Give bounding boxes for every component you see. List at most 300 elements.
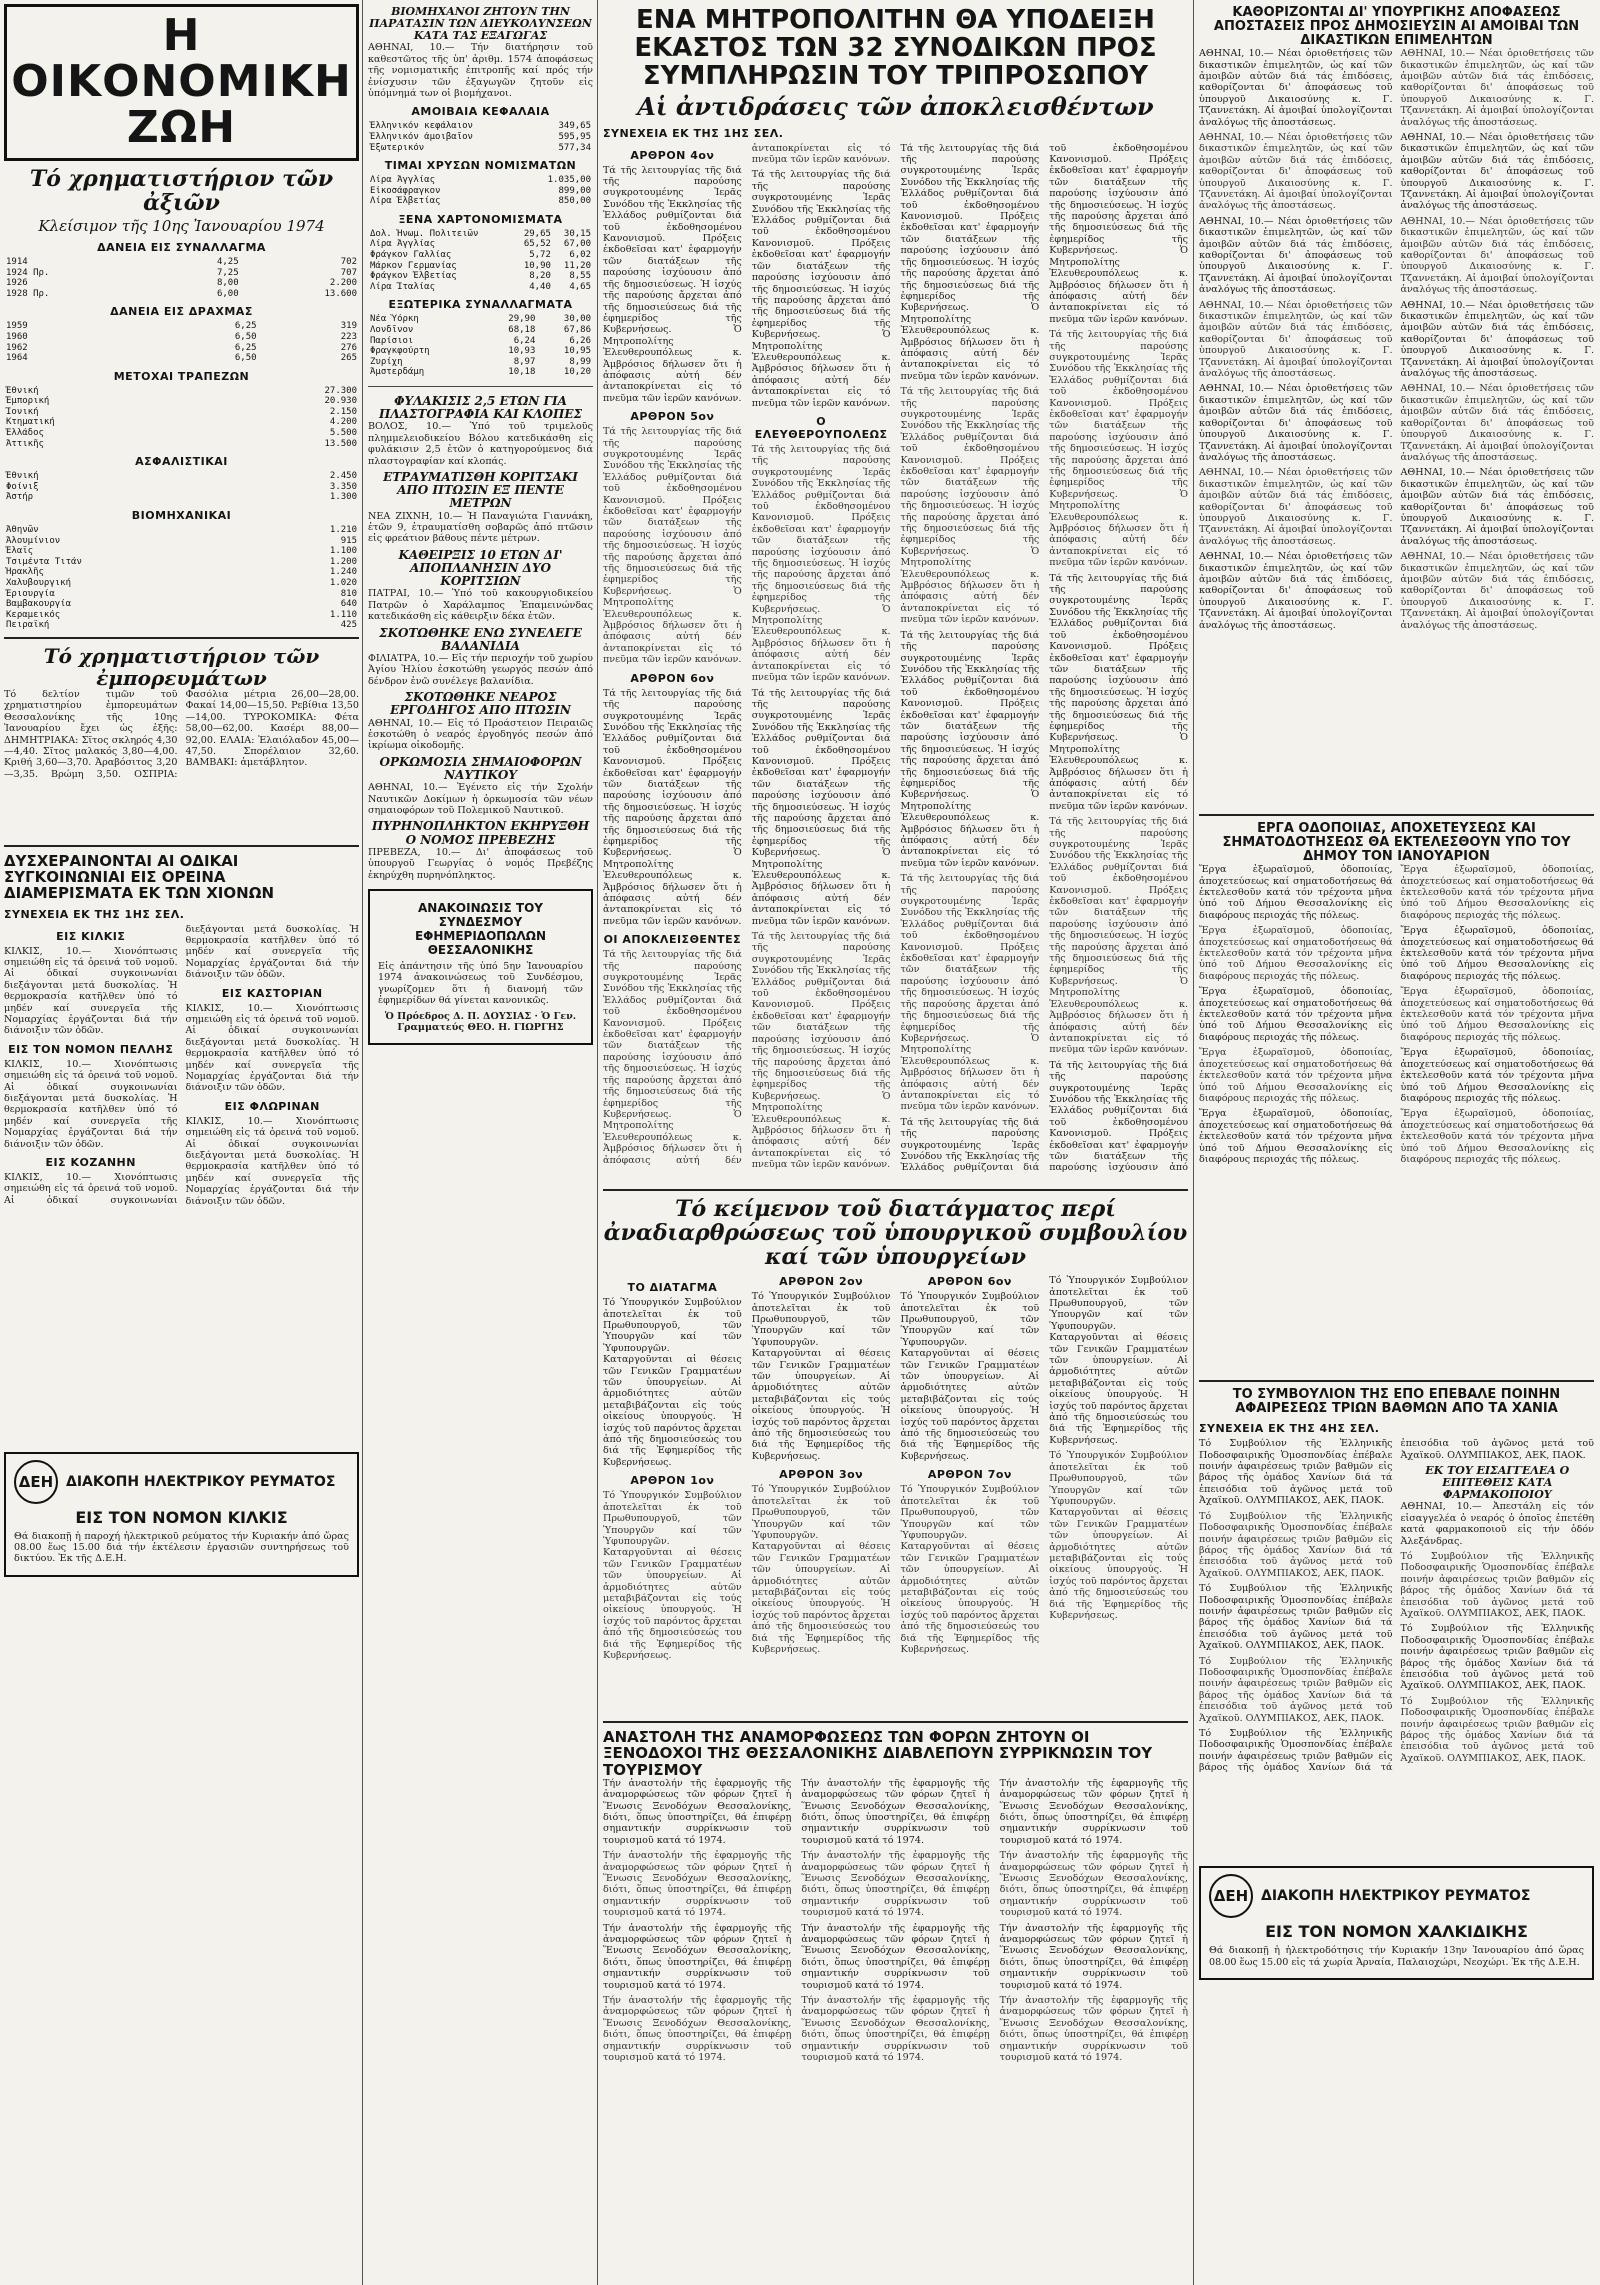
table-value-cell: 702 xyxy=(340,256,357,267)
table-value-cell: 595,95 xyxy=(558,131,591,142)
section-label: ΟΙ ΑΠΟΚΛΕΙΣΘΕΝΤΕΣ xyxy=(603,933,742,947)
bailiffs-text: ΑΘΗΝΑΙ, 10.— Νέαι ὁριοθετήσεις τῶν δικαστικῶν ἐπιμελητῶν, ὡς καί τῶν ἀμοιβῶν αὐτῶν διά τάς ἐπιδόσεις, καθορίζονται δι' ἀποφάσεως τοῦ ὑπουργοῦ Δικαιοσύνης κ. Γ. Τζαννετάκη. Αἱ ἀμοιβαί ὑπολογίζονται ἀναλόγως τῆς ἀποστάσεως. xyxy=(1400,383,1594,463)
table-row xyxy=(4,567,359,578)
banknotes-title: ΞΕΝΑ ΧΑΡΤΟΝΟΜΙΣΜΑΤΑ xyxy=(398,212,563,226)
table-row xyxy=(4,332,359,343)
table-value-cell: 3.350 xyxy=(329,481,357,492)
bailiffs-text: ΑΘΗΝΑΙ, 10.— Νέαι ὁριοθετήσεις τῶν δικαστικῶν ἐπιμελητῶν, ὡς καί τῶν ἀμοιβῶν αὐτῶν διά τάς ἐπιδόσεις, καθορίζονται δι' ἀποφάσεως τοῦ ὑπουργοῦ Δικαιοσύνης κ. Γ. Τζαννετάκη. Αἱ ἀμοιβαί ὑπολογίζονται ἀναλόγως τῆς ἀποστάσεως. xyxy=(1199,131,1393,212)
dei-logo: ΔΕΗ xyxy=(1209,1874,1253,1918)
section-label: Ο ΕΛΕΥΘΕΡΟΥΠΟΛΕΩΣ xyxy=(754,414,888,441)
main-story-text: Τά τῆς λειτουργίας τῆς διά τῆς παρούσης συγκροτουμένης Ἱερᾶς Συνόδου τῆς Ἐκκλησίας τῆς Ἑλλάδος ρυθμίζονται διά τοῦ ἐκδοθησομένου Κανονισμοῦ. Πρόξεις ἐκδοθεῖσαι κατ' ἐφαρμογήν τῶν διατάξεων τῆς παρούσης ἰσχύουσιν ἀπό τῆς δημοσιεύσεως. Ἡ ἰσχύς τῆς παρούσης ἄρχεται ἀπό τῆς δημοσιεύσεως διά τῆς ἐφημερίδος τῆς Κυβερνήσεως. Ὁ Μητροπολίτης Ἐλευθερουπόλεως κ. Ἀμβρόσιος δήλωσεν ὅτι ἡ ἀπόφασις αὐτή δέν ἀνταποκρίνεται εἰς τό πνεῦμα τῶν ἱερῶν κανόνων. xyxy=(1049,572,1188,812)
table-row xyxy=(368,229,593,240)
table-value-cell: 8,99 xyxy=(569,356,591,367)
decree-text: Τό Ὑπουργικόν Συμβούλιον ἀποτελεῖται ἐκ τοῦ Πρωθυπουργοῦ, τῶν Ὑπουργῶν καί τῶν Ὑφυπουργῶν. Καταργοῦνται αἱ θέσεις τῶν Γενικῶν Γραμματέων τῶν ὑπουργείων. Αἱ ἁρμοδιότητες αὐτῶν μεταβιβάζονται εἰς τούς οἰκείους ὑπουργούς. Ἡ ἰσχύς τοῦ παρόντος ἄρχεται ἀπό τῆς δημοσιεύσεώς του διά τῆς Ἐφημερίδος τῆς Κυβερνήσεως. xyxy=(603,1490,742,1661)
main-story-text: Τά τῆς λειτουργίας τῆς διά τῆς παρούσης συγκροτουμένης Ἱερᾶς Συνόδου τῆς Ἐκκλησίας τῆς Ἑλλάδος ρυθμίζονται διά τοῦ ἐκδοθησομένου Κανονισμοῦ. Πρόξεις ἐκδοθεῖσαι κατ' ἐφαρμογήν τῶν διατάξεων τῆς παρούσης ἰσχύουσιν ἀπό τῆς δημοσιεύσεως. Ἡ ἰσχύς τῆς παρούσης ἄρχεται ἀπό τῆς δημοσιεύσεως διά τῆς ἐφημερίδος τῆς Κυβερνήσεως. Ὁ Μητροπολίτης Ἐλευθερουπόλεως κ. Ἀμβρόσιος δήλωσεν ὅτι ἡ ἀπόφασις αὐτή δέν ἀνταποκρίνεται εἰς τό πνεῦμα τῶν ἱερῶν κανόνων. xyxy=(603,426,742,666)
table-label-cell: Ἡρακλῆς xyxy=(6,567,44,578)
table-row xyxy=(4,492,359,503)
table-row xyxy=(4,386,359,397)
table-row xyxy=(368,271,593,282)
table-label-cell: 1959 xyxy=(6,321,28,332)
table-value-cell xyxy=(205,407,220,418)
table-value-cell: 29,65 xyxy=(523,228,551,239)
table-row xyxy=(368,175,593,186)
table-row xyxy=(368,196,593,207)
table-value-cell: 810 xyxy=(340,588,357,599)
power-cut-text: Θά διακοπῇ ἡ ἠλεκτροδότησις τήν Κυριακήν 13ην Ἰανουαρίου ἀπό ὥρας 08.00 ἕως 15.00 εἰς τά χωρία Ἀρναία, Παλαιοχώρι, Νεοχώρι. Ἐκ τῆς Δ.Ε.Η. xyxy=(1209,1945,1584,1968)
table-value-cell xyxy=(251,546,263,557)
table-value-cell: 10,95 xyxy=(563,346,591,357)
power-cut-area: ΕΙΣ ΤΟΝ ΝΟΜΟΝ ΚΙΛΚΙΣ xyxy=(75,1507,288,1527)
stock-table xyxy=(4,386,359,450)
acorn-death-headline: ΣΚΟΤΩΘΗΚΕ ΕΝΩ ΣΥΝΕΛΕΓΕ ΒΑΛΑΝΙΔΙΑ xyxy=(379,625,582,653)
table-value-cell: 1.110 xyxy=(329,609,357,620)
foreman-death-text: ΑΘΗΝΑΙ, 10.— Εἰς τό Προάστειον Πειραιῶς ἐσκοτώθη ὁ νεαρός ἐργοδηγός πεσών ἀπό ἰκρίωμα οἰκοδομῆς. xyxy=(368,717,593,752)
banknotes-table xyxy=(368,229,593,293)
table-value-cell: 577,34 xyxy=(558,142,591,153)
forgery-headline: ΦΥΛΑΚΙΣΙΣ 2,5 ΕΤΩΝ ΓΙΑ ΠΛΑΣΤΟΓΡΑΦΙΑ ΚΑΙ ΚΛΟΠΕΣ xyxy=(379,394,582,422)
epo-text: Τό Συμβούλιον τῆς Ἐλληνικῆς Ποδοσφαιρικῆς Ὁμοσπονδίας ἐπέβαλε ποινήν ἀφαιρέσεως τριῶν βαθμῶν εἰς βάρος τῆς ὁμάδος Χανίων διά τά ἐπεισόδια τοῦ ἀγῶνος μετά τοῦ Ἀχαϊκοῦ. ΟΛΥΜΠΙΑΚΟΣ, ΑΕΚ, ΠΑΟΚ. xyxy=(1400,1550,1594,1619)
table-value-cell: 1.035,00 xyxy=(547,175,591,186)
table-label-cell: 1928 Πρ. xyxy=(6,288,50,299)
road-works-text: Ἔργα ἐξωραϊσμοῦ, ὁδοποιίας, ἀποχετεύσεως καί σηματοδοτήσεως θά ἐκτελεσθοῦν κατά τόν τρέχοντα μῆνα ὑπό τοῦ Δήμου Θεσσαλονίκης εἰς διαφόρους περιοχάς τῆς πόλεως. xyxy=(1400,1108,1594,1165)
table-label-cell: Ἐμπορική xyxy=(6,396,50,407)
preveza-headline: ΠΥΡΗΝΟΠΛΗΚΤΟΝ ΕΚΗΡΥΞΘΗ Ο ΝΟΜΟΣ ΠΡΕΒΕΖΗΣ xyxy=(371,819,590,847)
table-label-cell: Κεραμεικός xyxy=(6,609,61,620)
table-value-cell: 6,25 xyxy=(234,342,257,353)
power-cut-title: ΔΙΑΚΟΠΗ ΗΛΕΚΤΡΙΚΟΥ ΡΕΥΜΑΤΟΣ xyxy=(66,1473,336,1490)
table-value-cell: 13.600 xyxy=(324,288,357,299)
table-value-cell xyxy=(205,386,220,397)
table-row xyxy=(4,417,359,428)
column-rule xyxy=(362,0,363,2285)
epo-headline: ΤΟ ΣΥΜΒΟΥΛΙΟΝ ΤΗΣ ΕΠΟ ΕΠΕΒΑΛΕ ΠΟΙΝΗΝ ΑΦΑΙΡΕΣΕΩΣ ΤΡΙΩΝ ΒΑΘΜΩΝ ΑΠΟ ΤΑ ΧΑΝΙΑ xyxy=(1232,1387,1561,1417)
divider xyxy=(603,1721,1188,1723)
table-value-cell: 6,02 xyxy=(569,250,591,261)
tourism-text: Τήν ἀναστολήν τῆς ἐφαρμογῆς τῆς ἀναμορφώσεως τῶν φόρων ζητεῖ ἡ Ἕνωσις Ξενοδόχων Θεσσαλονίκης, διότι, ὅπως ὑποστηρίζει, θά ἐπιφέρῃ σημαντικήν συρρίκνωσιν τοῦ τουρισμοῦ κατά τό 1974. xyxy=(999,1922,1188,1991)
main-continuation-note: ΣΥΝΕΧΕΙΑ ΕΚ ΤΗΣ 1ΗΣ ΣΕΛ. xyxy=(603,126,784,140)
bailiffs-text: ΑΘΗΝΑΙ, 10.— Νέαι ὁριοθετήσεις τῶν δικαστικῶν ἐπιμελητῶν, ὡς καί τῶν ἀμοιβῶν αὐτῶν διά τάς ἐπιδόσεις, καθορίζονται δι' ἀποφάσεως τοῦ ὑπουργοῦ Δικαιοσύνης κ. Γ. Τζαννετάκη. Αἱ ἀμοιβαί ὑπολογίζονται ἀναλόγως τῆς ἀποστάσεως. xyxy=(1199,299,1393,380)
masthead: Η ΟΙΚΟΝΟΜΙΚΗ ΖΩΗ xyxy=(4,4,359,161)
table-value-cell: 1.200 xyxy=(329,556,357,567)
epo-text: Τό Συμβούλιον τῆς Ἐλληνικῆς Ποδοσφαιρικῆς Ὁμοσπονδίας ἐπέβαλε ποινήν ἀφαιρέσεως τριῶν βαθμῶν εἰς βάρος τῆς ὁμάδος Χανίων διά τά ἐπεισόδια τοῦ ἀγῶνος μετά τοῦ Ἀχαϊκοῦ. ΟΛΥΜΠΙΑΚΟΣ, ΑΕΚ, ΠΑΟΚ. xyxy=(1199,1438,1393,1507)
section-label: ΑΡΘΡΟΝ 7ον xyxy=(927,1468,1012,1482)
bailiffs-text: ΑΘΗΝΑΙ, 10.— Νέαι ὁριοθετήσεις τῶν δικαστικῶν ἐπιμελητῶν, ὡς καί τῶν ἀμοιβῶν αὐτῶν διά τάς ἐπιδόσεις, καθορίζονται δι' ἀποφάσεως τοῦ ὑπουργοῦ Δικαιοσύνης κ. Γ. Τζαννετάκη. Αἱ ἀμοιβαί ὑπολογίζονται ἀναλόγως τῆς ἀποστάσεως. xyxy=(1199,467,1393,547)
girl-injured-text: ΝΕΑ ΖΙΧΝΗ, 10.— Ἡ Παναγιώτα Γιαννάκη, ἐτῶν 9, ἐτραυματίσθη σοβαρῶς ἀπό πτῶσιν εἰς φρεάτιον βάθους πέντε μέτρων. xyxy=(368,510,593,545)
road-works-text: Ἔργα ἐξωραϊσμοῦ, ὁδοποιίας, ἀποχετεύσεως καί σηματοδοτήσεως θά ἐκτελεσθοῦν κατά τόν τρέχοντα μῆνα ὑπό τοῦ Δήμου Θεσσαλονίκης εἰς διαφόρους περιοχάς τῆς πόλεως. xyxy=(1400,925,1594,982)
stock-table xyxy=(4,471,359,503)
section-label: ΑΡΘΡΟΝ 6ον xyxy=(630,671,715,685)
table-label-cell: Λίρα Ἀγγλίας xyxy=(370,239,436,250)
table-row xyxy=(368,143,593,154)
tourism-text: Τήν ἀναστολήν τῆς ἐφαρμογῆς τῆς ἀναμορφώσεως τῶν φόρων ζητεῖ ἡ Ἕνωσις Ξενοδόχων Θεσσαλονίκης, διότι, ὅπως ὑποστηρίζει, θά ἐπιφέρῃ σημαντικήν συρρίκνωσιν τοῦ τουρισμοῦ κατά τό 1974. xyxy=(801,1995,990,2064)
road-works-text: Ἔργα ἐξωραϊσμοῦ, ὁδοποιίας, ἀποχετεύσεως καί σηματοδοτήσεως θά ἐκτελεσθοῦν κατά τόν τρέχοντα μῆνα ὑπό τοῦ Δήμου Θεσσαλονίκης εἰς διαφόρους περιοχάς τῆς πόλεως. xyxy=(1199,1047,1393,1104)
main-story-text: Τά τῆς λειτουργίας τῆς διά τῆς παρούσης συγκροτουμένης Ἱερᾶς Συνόδου τῆς Ἐκκλησίας τῆς Ἑλλάδος ρυθμίζονται διά τοῦ ἐκδοθησομένου Κανονισμοῦ. Πρόξεις ἐκδοθεῖσαι κατ' ἐφαρμογήν τῶν διατάξεων τῆς παρούσης ἰσχύουσιν ἀπό τῆς δημοσιεύσεως. Ἡ ἰσχύς τῆς παρούσης ἄρχεται ἀπό τῆς δημοσιεύσεως διά τῆς ἐφημερίδος τῆς Κυβερνήσεως. Ὁ Μητροπολίτης Ἐλευθερουπόλεως κ. Ἀμβρόσιος δήλωσεν ὅτι ἡ ἀπόφασις αὐτή δέν ἀνταποκρίνεται εἰς τό πνεῦμα τῶν ἱερῶν κανόνων. xyxy=(900,629,1040,869)
table-row xyxy=(368,132,593,143)
tourism-body xyxy=(603,1778,1188,2258)
navy-oath-headline: ΟΡΚΩΜΟΣΙΑ ΣΗΜΑΙΟΦΟΡΩΝ ΝΑΥΤΙΚΟΥ xyxy=(379,754,582,782)
table-value-cell xyxy=(205,428,220,439)
table-value-cell xyxy=(251,599,263,610)
table-value-cell xyxy=(185,482,205,493)
tourism-text: Τήν ἀναστολήν τῆς ἐφαρμογῆς τῆς ἀναμορφώσεως τῶν φόρων ζητεῖ ἡ Ἕνωσις Ξενοδόχων Θεσσαλονίκης, διότι, ὅπως ὑποστηρίζει, θά ἐπιφέρῃ σημαντικήν συρρίκνωσιν τοῦ τουρισμοῦ κατά τό 1974. xyxy=(603,1777,792,1846)
table-value-cell xyxy=(251,578,263,589)
epo-text: Τό Συμβούλιον τῆς Ἐλληνικῆς Ποδοσφαιρικῆς Ὁμοσπονδίας ἐπέβαλε ποινήν ἀφαιρέσεως τριῶν βαθμῶν εἰς βάρος τῆς ὁμάδος Χανίων διά τά ἐπεισόδια τοῦ ἀγῶνος μετά τοῦ Ἀχαϊκοῦ. ΟΛΥΜΠΙΑΚΟΣ, ΑΕΚ, ΠΑΟΚ. xyxy=(1199,1655,1393,1724)
table-label-cell: 1962 xyxy=(6,342,28,353)
table-value-cell: 1.240 xyxy=(329,567,357,578)
table-label-cell: Φραγκφούρτη xyxy=(370,346,430,357)
region-heading: ΕΙΣ ΚΑΣΤΟΡΙΑΝ xyxy=(221,986,323,1000)
section-label: ΑΡΘΡΟΝ 2ον xyxy=(779,1275,864,1289)
mutual-funds-title: ΑΜΟΙΒΑΙΑ ΚΕΦΑΛΑΙΑ xyxy=(411,105,550,119)
tourism-text: Τήν ἀναστολήν τῆς ἐφαρμογῆς τῆς ἀναμορφώσεως τῶν φόρων ζητεῖ ἡ Ἕνωσις Ξενοδόχων Θεσσαλονίκης, διότι, ὅπως ὑποστηρίζει, θά ἐπιφέρῃ σημαντικήν συρρίκνωσιν τοῦ τουρισμοῦ κατά τό 1974. xyxy=(801,1850,990,1919)
stock-section-title: ΜΕΤΟΧΑΙ ΤΡΑΠΕΖΩΝ xyxy=(113,369,250,383)
table-row xyxy=(4,610,359,621)
table-label-cell: Ἐλαΐς xyxy=(6,546,34,557)
epo-continuation-note: ΣΥΝΕΧΕΙΑ ΕΚ ΤΗΣ 4ΗΣ ΣΕΛ. xyxy=(1199,1422,1380,1436)
continuation-note: ΣΥΝΕΧΕΙΑ ΕΚ ΤΗΣ 1ΗΣ ΣΕΛ. xyxy=(4,907,185,921)
preveza-text: ΠΡΕΒΕΖΑ, 10.— Δι' ἀποφάσεως τοῦ ὑπουργοῦ Γεωργίας ὁ νομός Πρεβέζης ἐκηρύχθη πυρηνόπληκτος. xyxy=(368,846,593,881)
table-value-cell: 7,25 xyxy=(216,267,239,278)
tourism-text: Τήν ἀναστολήν τῆς ἐφαρμογῆς τῆς ἀναμορφώσεως τῶν φόρων ζητεῖ ἡ Ἕνωσις Ξενοδόχων Θεσσαλονίκης, διότι, ὅπως ὑποστηρίζει, θά ἐπιφέρῃ σημαντικήν συρρίκνωσιν τοῦ τουρισμοῦ κατά τό 1974. xyxy=(801,1777,990,1846)
decree-text: Τό Ὑπουργικόν Συμβούλιον ἀποτελεῖται ἐκ τοῦ Πρωθυπουργοῦ, τῶν Ὑπουργῶν καί τῶν Ὑφυπουργῶν. Καταργοῦνται αἱ θέσεις τῶν Γενικῶν Γραμματέων τῶν ὑπουργείων. Αἱ ἁρμοδιότητες αὐτῶν μεταβιβάζονται εἰς τούς οἰκείους ὑπουργούς. Ἡ ἰσχύς τοῦ παρόντος ἄρχεται ἀπό τῆς δημοσιεύσεώς του διά τῆς Ἐφημερίδος τῆς Κυβερνήσεως. xyxy=(900,1484,1040,1655)
table-value-cell: 67,00 xyxy=(563,239,591,250)
gold-coins-table xyxy=(368,175,593,207)
table-value-cell xyxy=(251,589,263,600)
decree-text: Τό Ὑπουργικόν Συμβούλιον ἀποτελεῖται ἐκ τοῦ Πρωθυπουργοῦ, τῶν Ὑπουργῶν καί τῶν Ὑφυπουργῶν. Καταργοῦνται αἱ θέσεις τῶν Γενικῶν Γραμματέων τῶν ὑπουργείων. Αἱ ἁρμοδιότητες αὐτῶν μεταβιβάζονται εἰς τούς οἰκείους ὑπουργούς. Ἡ ἰσχύς τοῦ παρόντος ἄρχεται ἀπό τῆς δημοσιεύσεώς του διά τῆς Ἐφημερίδος τῆς Κυβερνήσεως. xyxy=(900,1291,1040,1462)
table-value-cell xyxy=(251,536,263,547)
bailiffs-text: ΑΘΗΝΑΙ, 10.— Νέαι ὁριοθετήσεις τῶν δικαστικῶν ἐπιμελητῶν, ὡς καί τῶν ἀμοιβῶν αὐτῶν διά τάς ἐπιδόσεις, καθορίζονται δι' ἀποφάσεως τοῦ ὑπουργοῦ Δικαιοσύνης κ. Γ. Τζαννετάκη. Αἱ ἀμοιβαί ὑπολογίζονται ἀναλόγως τῆς ἀποστάσεως. xyxy=(1400,215,1594,296)
divider xyxy=(1199,1380,1594,1382)
decree-text: Τό Ὑπουργικόν Συμβούλιον ἀποτελεῖται ἐκ τοῦ Πρωθυπουργοῦ, τῶν Ὑπουργῶν καί τῶν Ὑφυπουργῶν. Καταργοῦνται αἱ θέσεις τῶν Γενικῶν Γραμματέων τῶν ὑπουργείων. Αἱ ἁρμοδιότητες αὐτῶν μεταβιβάζονται εἰς τούς οἰκείους ὑπουργούς. Ἡ ἰσχύς τοῦ παρόντος ἄρχεται ἀπό τῆς δημοσιεύσεώς του διά τῆς Ἐφημερίδος τῆς Κυβερνήσεως. xyxy=(1049,1450,1188,1621)
table-value-cell: 2.150 xyxy=(329,406,357,417)
main-story-text: Τά τῆς λειτουργίας τῆς διά τῆς παρούσης συγκροτουμένης Ἱερᾶς Συνόδου τῆς Ἐκκλησίας τῆς Ἑλλάδος ρυθμίζονται διά τοῦ ἐκδοθησομένου Κανονισμοῦ. Πρόξεις ἐκδοθεῖσαι κατ' ἐφαρμογήν τῶν διατάξεων τῆς παρούσης ἰσχύουσιν ἀπό τῆς δημοσιεύσεως. Ἡ ἰσχύς τῆς παρούσης ἄρχεται ἀπό τῆς δημοσιεύσεως διά τῆς ἐφημερίδος τῆς Κυβερνήσεως. Ὁ Μητροπολίτης Ἐλευθερουπόλεως κ. Ἀμβρόσιος δήλωσεν ὅτι ἡ ἀπόφασις αὐτή δέν ἀνταποκρίνεται εἰς τό πνεῦμα τῶν ἱερῶν κανόνων. xyxy=(900,142,1040,382)
table-label-cell: Κτηματική xyxy=(6,417,55,428)
bailiffs-text: ΑΘΗΝΑΙ, 10.— Νέαι ὁριοθετήσεις τῶν δικαστικῶν ἐπιμελητῶν, ὡς καί τῶν ἀμοιβῶν αὐτῶν διά τάς ἐπιδόσεις, καθορίζονται δι' ἀποφάσεως τοῦ ὑπουργοῦ Δικαιοσύνης κ. Γ. Τζαννετάκη. Αἱ ἀμοιβαί ὑπολογίζονται ἀναλόγως τῆς ἀποστάσεως. xyxy=(1400,131,1594,212)
region-text: ΚΙΛΚΙΣ, 10.— Χιονόπτωσις σημειώθη εἰς τά ὀρεινά τοῦ νομοῦ. Αἱ ὁδικαί συγκοινωνίαι διεξάγονται μετά δυσκολίας. Ἡ θερμοκρασία κατῆλθεν ὑπό τό μηδέν καί συνεργεῖα τῆς Νομαρχίας ἐργάζονται διά τήν διάνοιξιν τῶν ὁδῶν. xyxy=(4,1058,178,1150)
table-label-cell: Φράγκον Γαλλίας xyxy=(370,250,452,261)
main-story-text: Τά τῆς λειτουργίας τῆς διά τῆς παρούσης συγκροτουμένης Ἱερᾶς Συνόδου τῆς Ἐκκλησίας τῆς Ἑλλάδος ρυθμίζονται διά τοῦ ἐκδοθησομένου Κανονισμοῦ. Πρόξεις ἐκδοθεῖσαι κατ' ἐφαρμογήν τῶν διατάξεων τῆς παρούσης ἰσχύουσιν ἀπό τῆς δημοσιεύσεως. Ἡ ἰσχύς τῆς παρούσης ἄρχεται ἀπό τῆς δημοσιεύσεως διά τῆς ἐφημερίδος τῆς Κυβερνήσεως. Ὁ Μητροπολίτης Ἐλευθερουπόλεως κ. Ἀμβρόσιος δήλωσεν ὅτι ἡ ἀπόφασις αὐτή δέν ἀνταποκρίνεται εἰς τό πνεῦμα τῶν ἱερῶν κανόνων. xyxy=(1049,329,1188,569)
table-value-cell: 6,50 xyxy=(234,353,257,364)
table-value-cell: 899,00 xyxy=(558,185,591,196)
main-headline: ΕΝΑ ΜΗΤΡΟΠΟΛΙΤΗΝ ΘΑ ΥΠΟΔΕΙΞΗ ΕΚΑΣΤΟΣ ΤΩΝ 32 ΣΥΝΟΔΙΚΩΝ ΠΡΟΣ ΣΥΜΠΛΗΡΩΣΙΝ ΤΟΥ ΤΡΙΠΡΟΣΩΠΟΥ xyxy=(634,5,1157,92)
table-row xyxy=(368,325,593,336)
tourism-text: Τήν ἀναστολήν τῆς ἐφαρμογῆς τῆς ἀναμορφώσεως τῶν φόρων ζητεῖ ἡ Ἕνωσις Ξενοδόχων Θεσσαλονίκης, διότι, ὅπως ὑποστηρίζει, θά ἐπιφέρῃ σημαντικήν συρρίκνωσιν τοῦ τουρισμοῦ κατά τό 1974. xyxy=(801,1922,990,1991)
section-label: ΑΡΘΡΟΝ 3ον xyxy=(779,1468,864,1482)
table-value-cell: 6,50 xyxy=(234,331,257,342)
table-row xyxy=(4,482,359,493)
column-2 xyxy=(368,0,593,2285)
table-value-cell: 1.020 xyxy=(329,578,357,588)
main-story-text: Τά τῆς λειτουργίας τῆς διά τῆς παρούσης συγκροτουμένης Ἱερᾶς Συνόδου τῆς Ἐκκλησίας τῆς Ἑλλάδος ρυθμίζονται διά τοῦ ἐκδοθησομένου Κανονισμοῦ. Πρόξεις ἐκδοθεῖσαι κατ' ἐφαρμογήν τῶν διατάξεων τῆς παρούσης ἰσχύουσιν ἀπό τῆς δημοσιεύσεως. Ἡ ἰσχύς τῆς παρούσης ἄρχεται ἀπό τῆς δημοσιεύσεως διά τῆς ἐφημερίδος τῆς Κυβερνήσεως. Ὁ Μητροπολίτης Ἐλευθερουπόλεως κ. Ἀμβρόσιος δήλωσεν ὅτι ἡ ἀπόφασις αὐτή δέν ἀνταποκρίνεται εἰς τό πνεῦμα τῶν ἱερῶν κανόνων. xyxy=(900,873,1040,1113)
table-label-cell: Φοίνιξ xyxy=(6,481,39,492)
table-label-cell: Ἀστήρ xyxy=(6,492,34,503)
section-label: ΑΡΘΡΟΝ 1ον xyxy=(630,1474,715,1488)
table-label-cell: Λίρα Ἰταλίας xyxy=(370,281,436,292)
mutual-funds-table xyxy=(368,121,593,153)
goods-exchange-text: Τό δελτίον τιμῶν τοῦ χρηματιστηρίου ἐμπορευμάτων Θεσσαλονίκης τῆς 10ης Ἰανουαρίου ἔχει ὡς ἑξῆς: ΔΗΜΗΤΡΙΑΚΑ: Σῖτος σκληρός 4,30—4,40. Σῖτος μαλακός 3,80—4,00. Κριθή 3,60—3,70. Ἀραβόσιτος 3,20—3,35. Βρώμη 3,50. ΟΣΠΡΙΑ: Φασόλια μέτρια 26,00—28,00. Φακαί 14,00—15,50. Ρεβίθια 13,50—14,00. ΤΥΡΟΚΟΜΙΚΑ: Φέτα 58,00—62,00. Κασέρι 88,00—92,00. ΕΛΑΙΑ: Ἐλαιόλαδον 45,00—47,50. Σπορέλαιον 32,60. ΒΑΜΒΑΚΙ: ἀμετάβλητον. xyxy=(4,688,359,780)
table-value-cell: 5.500 xyxy=(329,428,357,439)
newsagents-text: Εἰς ἀπάντησιν τῆς ὑπό 5ην Ἰανουαρίου 1974 ἀνακοινώσεως τοῦ Συνδέσμου, γνωρίζομεν ὅτι ἡ διανομή τῶν ἐφημερίδων θά γίνεται κανονικῶς. xyxy=(378,960,583,1007)
table-value-cell: 68,18 xyxy=(508,325,536,336)
road-works-text: Ἔργα ἐξωραϊσμοῦ, ὁδοποιίας, ἀποχετεύσεως καί σηματοδοτήσεως θά ἐκτελεσθοῦν κατά τόν τρέχοντα μῆνα ὑπό τοῦ Δήμου Θεσσαλονίκης εἰς διαφόρους περιοχάς τῆς πόλεως. xyxy=(1199,925,1393,982)
table-row xyxy=(4,268,359,279)
table-row xyxy=(368,336,593,347)
stock-tables xyxy=(4,241,359,631)
pharmacist-text: ΑΘΗΝΑΙ, 10.— Ἀπεστάλη εἰς τόν εἰσαγγελέα ὁ νεαρός ὁ ὁποῖος ἐπετέθη κατά φαρμακοποιοῦ εἰς τήν ὁδόν Ἀλεξάνδρας. xyxy=(1400,1501,1594,1547)
table-label-cell: Εἰκοσάφραγκον xyxy=(370,185,441,196)
region-text: ΚΙΛΚΙΣ, 10.— Χιονόπτωσις σημειώθη εἰς τά ὀρεινά τοῦ νομοῦ. Αἱ ὁδικαί συγκοινωνίαι διεξάγονται μετά δυσκολίας. Ἡ θερμοκρασία κατῆλθεν ὑπό τό μηδέν καί συνεργεῖα τῆς Νομαρχίας ἐργάζονται διά τήν διάνοιξιν τῶν ὁδῶν. xyxy=(185,1115,359,1207)
tourism-text: Τήν ἀναστολήν τῆς ἐφαρμογῆς τῆς ἀναμορφώσεως τῶν φόρων ζητεῖ ἡ Ἕνωσις Ξενοδόχων Θεσσαλονίκης, διότι, ὅπως ὑποστηρίζει, θά ἐπιφέρῃ σημαντικήν συρρίκνωσιν τοῦ τουρισμοῦ κατά τό 1974. xyxy=(999,1995,1188,2064)
column-rule xyxy=(1193,0,1194,2285)
decree-body xyxy=(603,1275,1188,1715)
main-story xyxy=(603,0,1188,2285)
table-row xyxy=(368,357,593,368)
table-value-cell xyxy=(205,417,220,428)
main-story-text: Τά τῆς λειτουργίας τῆς διά τῆς παρούσης συγκροτουμένης Ἱερᾶς Συνόδου τῆς Ἐκκλησίας τῆς Ἑλλάδος ρυθμίζονται διά τοῦ ἐκδοθησομένου Κανονισμοῦ. Πρόξεις ἐκδοθεῖσαι κατ' ἐφαρμογήν τῶν διατάξεων τῆς παρούσης ἰσχύουσιν ἀπό τῆς δημοσιεύσεως. Ἡ ἰσχύς τῆς παρούσης ἄρχεται ἀπό τῆς δημοσιεύσεως διά τῆς ἐφημερίδος τῆς Κυβερνήσεως. Ὁ Μητροπολίτης Ἐλευθερουπόλεως κ. Ἀμβρόσιος δήλωσεν ὅτι ἡ ἀπόφασις αὐτή δέν ἀνταποκρίνεται εἰς τό πνεῦμα τῶν ἱερῶν κανόνων. xyxy=(900,386,1040,626)
table-label-cell: Ζυρίχη xyxy=(370,356,403,367)
table-value-cell: 707 xyxy=(340,267,357,278)
main-story-text: Τά τῆς λειτουργίας τῆς διά τῆς παρούσης συγκροτουμένης Ἱερᾶς Συνόδου τῆς Ἐκκλησίας τῆς Ἑλλάδος ρυθμίζονται διά τοῦ ἐκδοθησομένου Κανονισμοῦ. Πρόξεις ἐκδοθεῖσαι κατ' ἐφαρμογήν τῶν διατάξεων τῆς παρούσης ἰσχύουσιν ἀπό τῆς δημοσιεύσεως. Ἡ ἰσχύς τῆς παρούσης ἄρχεται ἀπό τῆς δημοσιεύσεως διά τῆς ἐφημερίδος τῆς Κυβερνήσεως. Ὁ Μητροπολίτης Ἐλευθερουπόλεως κ. Ἀμβρόσιος δήλωσεν ὅτι ἡ ἀπόφασις αὐτή δέν ἀνταποκρίνεται εἰς τό πνεῦμα τῶν ἱερῶν κανόνων. xyxy=(1049,816,1188,1056)
stock-section-title: ΑΣΦΑΛΙΣΤΙΚΑΙ xyxy=(135,455,228,469)
table-row xyxy=(4,407,359,418)
table-row xyxy=(4,536,359,547)
table-value-cell: 10,20 xyxy=(563,367,591,378)
road-works-text: Ἔργα ἐξωραϊσμοῦ, ὁδοποιίας, ἀποχετεύσεως καί σηματοδοτήσεως θά ἐκτελεσθοῦν κατά τόν τρέχοντα μῆνα ὑπό τοῦ Δήμου Θεσσαλονίκης εἰς διαφόρους περιοχάς τῆς πόλεως. xyxy=(1400,986,1594,1043)
acorn-death-text: ΦΙΛΙΑΤΡΑ, 10.— Εἰς τήν περιοχήν τοῦ χωρίου Ἀγίου Ἠλίου ἐσκοτώθη γεωργός πεσών ἀπό δένδρον ἐνῶ συνέλεγε βαλανίδια. xyxy=(368,652,593,687)
exchange-rates-table xyxy=(368,314,593,378)
tourism-text: Τήν ἀναστολήν τῆς ἐφαρμογῆς τῆς ἀναμορφώσεως τῶν φόρων ζητεῖ ἡ Ἕνωσις Ξενοδόχων Θεσσαλονίκης, διότι, ὅπως ὑποστηρίζει, θά ἐπιφέρῃ σημαντικήν συρρίκνωσιν τοῦ τουρισμοῦ κατά τό 1974. xyxy=(999,1777,1188,1846)
region-text: ΚΙΛΚΙΣ, 10.— Χιονόπτωσις σημειώθη εἰς τά ὀρεινά τοῦ νομοῦ. Αἱ ὁδικαί συγκοινωνίαι διεξάγονται μετά δυσκολίας. Ἡ θερμοκρασία κατῆλθεν ὑπό τό μηδέν καί συνεργεῖα τῆς Νομαρχίας ἐργάζονται διά τήν διάνοιξιν τῶν ὁδῶν. xyxy=(4,923,359,1206)
table-value-cell: 11,20 xyxy=(563,260,591,271)
right-columns xyxy=(1199,0,1594,2285)
bailiffs-headline: ΚΑΘΟΡΙΖΟΝΤΑΙ ΔΙ' ΥΠΟΥΡΓΙΚΗΣ ΑΠΟΦΑΣΕΩΣ ΑΠΟΣΤΑΣΕΙΣ ΠΡΟΣ ΔΗΜΟΣΙΕΥΣΙΝ ΑΙ ΑΜΟΙΒΑΙ ΤΩΝ ΔΙΚΑΣΤΙΚΩΝ ΕΠΙΜΕΛΗΤΩΝ xyxy=(1213,5,1580,49)
table-row xyxy=(4,278,359,289)
epo-body xyxy=(1199,1438,1594,1858)
divider xyxy=(4,845,359,847)
table-label-cell: Λίρα Ἀγγλίας xyxy=(370,175,436,186)
table-value-cell xyxy=(251,525,263,536)
table-label-cell: Ἐριουργία xyxy=(6,588,55,599)
table-value-cell: 2.450 xyxy=(329,471,357,482)
table-label-cell: Ἑλληνικόν κεφάλαιον xyxy=(370,121,473,132)
table-row xyxy=(4,620,359,631)
table-label-cell: Νέα Ὑόρκη xyxy=(370,314,419,325)
section-label: ΑΡΘΡΟΝ 5ον xyxy=(630,410,715,424)
table-value-cell: 8,55 xyxy=(569,271,591,282)
decree-headline: Τό κείμενον τοῦ διατάγματος περί ἀναδιαρθρώσεως τοῦ ὑπουργικοῦ συμβουλίου καί τῶν ὑπουργείων xyxy=(603,1195,1188,1270)
table-label-cell: Ἰονική xyxy=(6,406,39,417)
main-story-text: Τά τῆς λειτουργίας τῆς διά τῆς παρούσης συγκροτουμένης Ἱερᾶς Συνόδου τῆς Ἐκκλησίας τῆς Ἑλλάδος ρυθμίζονται διά τοῦ ἐκδοθησομένου Κανονισμοῦ. Πρόξεις ἐκδοθεῖσαι κατ' ἐφαρμογήν τῶν διατάξεων τῆς παρούσης ἰσχύουσιν ἀπό τῆς δημοσιεύσεως. Ἡ ἰσχύς τῆς παρούσης ἄρχεται ἀπό τῆς δημοσιεύσεως διά τῆς ἐφημερίδος τῆς Κυβερνήσεως. Ὁ Μητροπολίτης Ἐλευθερουπόλεως κ. Ἀμβρόσιος δήλωσεν ὅτι ἡ ἀπόφασις αὐτή δέν ἀνταποκρίνεται εἰς τό πνεῦμα τῶν ἱερῶν κανόνων. xyxy=(900,142,1188,1174)
road-works-text: Ἔργα ἐξωραϊσμοῦ, ὁδοποιίας, ἀποχετεύσεως καί σηματοδοτήσεως θά ἐκτελεσθοῦν κατά τόν τρέχοντα μῆνα ὑπό τοῦ Δήμου Θεσσαλονίκης εἰς διαφόρους περιοχάς τῆς πόλεως. xyxy=(1199,864,1393,921)
region-text: ΚΙΛΚΙΣ, 10.— Χιονόπτωσις σημειώθη εἰς τά ὀρεινά τοῦ νομοῦ. Αἱ ὁδικαί συγκοινωνίαι διεξάγονται μετά δυσκολίας. Ἡ θερμοκρασία κατῆλθεν ὑπό τό μηδέν καί συνεργεῖα τῆς Νομαρχίας ἐργάζονται διά τήν διάνοιξιν τῶν ὁδῶν. xyxy=(185,1002,359,1094)
main-story-text: Τά τῆς λειτουργίας τῆς διά τῆς παρούσης συγκροτουμένης Ἱερᾶς Συνόδου τῆς Ἐκκλησίας τῆς Ἑλλάδος ρυθμίζονται διά τοῦ ἐκδοθησομένου Κανονισμοῦ. Πρόξεις ἐκδοθεῖσαι κατ' ἐφαρμογήν τῶν διατάξεων τῆς παρούσης ἰσχύουσιν ἀπό τῆς δημοσιεύσεως. Ἡ ἰσχύς τῆς παρούσης ἄρχεται ἀπό τῆς δημοσιεύσεως διά τῆς ἐφημερίδος τῆς Κυβερνήσεως. Ὁ Μητροπολίτης Ἐλευθερουπόλεως κ. Ἀμβρόσιος δήλωσεν ὅτι ἡ ἀπόφασις αὐτή δέν ἀνταποκρίνεται εἰς τό πνεῦμα τῶν ἱερῶν κανόνων. xyxy=(751,169,891,409)
table-value-cell xyxy=(251,567,263,578)
bailiffs-text: ΑΘΗΝΑΙ, 10.— Νέαι ὁριοθετήσεις τῶν δικαστικῶν ἐπιμελητῶν, ὡς καί τῶν ἀμοιβῶν αὐτῶν διά τάς ἐπιδόσεις, καθορίζονται δι' ἀποφάσεως τοῦ ὑπουργοῦ Δικαιοσύνης κ. Γ. Τζαννετάκη. Αἱ ἀμοιβαί ὑπολογίζονται ἀναλόγως τῆς ἀποστάσεως. xyxy=(1199,215,1393,296)
table-label-cell: Ἐθνική xyxy=(6,385,39,396)
table-value-cell: 6,00 xyxy=(216,288,239,299)
table-value-cell: 4,65 xyxy=(569,281,591,292)
main-story-text: Τά τῆς λειτουργίας τῆς διά τῆς παρούσης συγκροτουμένης Ἱερᾶς Συνόδου τῆς Ἐκκλησίας τῆς Ἑλλάδος ρυθμίζονται διά τοῦ ἐκδοθησομένου Κανονισμοῦ. Πρόξεις ἐκδοθεῖσαι κατ' ἐφαρμογήν τῶν διατάξεων τῆς παρούσης ἰσχύουσιν ἀπό τῆς δημοσιεύσεως. Ἡ ἰσχύς τῆς παρούσης ἄρχεται ἀπό τῆς δημοσιεύσεως διά τῆς ἐφημερίδος τῆς Κυβερνήσεως. Ὁ Μητροπολίτης Ἐλευθερουπόλεως κ. Ἀμβρόσιος δήλωσεν ὅτι ἡ ἀπόφασις αὐτή δέν ἀνταποκρίνεται εἰς τό πνεῦμα τῶν ἱερῶν κανόνων. xyxy=(603,687,742,927)
foreman-death-headline: ΣΚΟΤΩΘΗΚΕ ΝΕΑΡΟΣ ΕΡΓΟΔΗΓΟΣ ΑΠΟ ΠΤΩΣΙΝ xyxy=(390,690,571,718)
stock-exchange-subtitle: Κλείσιμον τῆς 10ης Ἰανουαρίου 1974 xyxy=(38,216,325,235)
stock-table xyxy=(4,321,359,363)
table-label-cell: Χαλυβουργική xyxy=(6,578,72,588)
table-value-cell: 27.300 xyxy=(324,385,357,396)
bailiffs-text: ΑΘΗΝΑΙ, 10.— Νέαι ὁριοθετήσεις τῶν δικαστικῶν ἐπιμελητῶν, ὡς καί τῶν ἀμοιβῶν αὐτῶν διά τάς ἐπιδόσεις, καθορίζονται δι' ἀποφάσεως τοῦ ὑπουργοῦ Δικαιοσύνης κ. Γ. Τζαννετάκη. Αἱ ἀμοιβαί ὑπολογίζονται ἀναλόγως τῆς ἀποστάσεως. xyxy=(1400,299,1594,380)
table-label-cell: 1924 Πρ. xyxy=(6,267,50,278)
table-row xyxy=(368,121,593,132)
forgery-text: ΒΟΛΟΣ, 10.— Ὑπό τοῦ τριμελοῦς πλημμελειοδικείου Βόλου κατεδικάσθη εἰς φυλάκισιν 2,5 ἐτῶν ὁ κατηγορούμενος διά πλαστογραφίαν καί κλοπάς. xyxy=(368,421,593,467)
table-label-cell: Δολ. Ἡνωμ. Πολιτειῶν xyxy=(370,228,479,239)
table-value-cell: 8,97 xyxy=(513,356,536,367)
table-label-cell: Μάρκον Γερμανίας xyxy=(370,260,457,271)
bailiffs-text: ΑΘΗΝΑΙ, 10.— Νέαι ὁριοθετήσεις τῶν δικαστικῶν ἐπιμελητῶν, ὡς καί τῶν ἀμοιβῶν αὐτῶν διά τάς ἐπιδόσεις, καθορίζονται δι' ἀποφάσεως τοῦ ὑπουργοῦ Δικαιοσύνης κ. Γ. Τζαννετάκη. Αἱ ἀμοιβαί ὑπολογίζονται ἀναλόγως τῆς ἀποστάσεως. xyxy=(1199,48,1393,128)
table-value-cell xyxy=(205,439,220,450)
table-label-cell: 1914 xyxy=(6,256,28,267)
table-value-cell: 850,00 xyxy=(558,196,591,207)
table-value-cell: 5,72 xyxy=(529,250,551,261)
main-story-text: Τά τῆς λειτουργίας τῆς διά τῆς παρούσης συγκροτουμένης Ἱερᾶς Συνόδου τῆς Ἐκκλησίας τῆς Ἑλλάδος ρυθμίζονται διά τοῦ ἐκδοθησομένου Κανονισμοῦ. Πρόξεις ἐκδοθεῖσαι κατ' ἐφαρμογήν τῶν διατάξεων τῆς παρούσης ἰσχύουσιν ἀπό xyxy=(1049,1059,1188,1174)
table-row xyxy=(4,589,359,600)
bailiffs-text: ΑΘΗΝΑΙ, 10.— Νέαι ὁριοθετήσεις τῶν δικαστικῶν ἐπιμελητῶν, ὡς καί τῶν ἀμοιβῶν αὐτῶν διά τάς ἐπιδόσεις, καθορίζονται δι' ἀποφάσεως τοῦ ὑπουργοῦ Δικαιοσύνης κ. Γ. Τζαννετάκη. Αἱ ἀμοιβαί ὑπολογίζονται ἀναλόγως τῆς ἀποστάσεως. xyxy=(1400,467,1594,547)
table-value-cell: 1.300 xyxy=(329,492,357,503)
section-label: ΑΡΘΡΟΝ 6ον xyxy=(927,1275,1012,1289)
power-cut-notice-chalkidiki xyxy=(1199,1866,1594,1980)
tourism-text: Τήν ἀναστολήν τῆς ἐφαρμογῆς τῆς ἀναμορφώσεως τῶν φόρων ζητεῖ ἡ Ἕνωσις Ξενοδόχων Θεσσαλονίκης, διότι, ὅπως ὑποστηρίζει, θά ἐπιφέρῃ σημαντικήν συρρίκνωσιν τοῦ τουρισμοῦ κατά τό 1974. xyxy=(603,1922,792,1991)
bailiffs-text: ΑΘΗΝΑΙ, 10.— Νέαι ὁριοθετήσεις τῶν δικαστικῶν ἐπιμελητῶν, ὡς καί τῶν ἀμοιβῶν αὐτῶν διά τάς ἐπιδόσεις, καθορίζονται δι' ἀποφάσεως τοῦ ὑπουργοῦ Δικαιοσύνης κ. Γ. Τζαννετάκη. Αἱ ἀμοιβαί ὑπολογίζονται ἀναλόγως τῆς ἀποστάσεως. xyxy=(1400,48,1594,128)
region-heading: ΕΙΣ ΦΛΩΡΙΝΑΝ xyxy=(224,1099,320,1113)
stock-table xyxy=(4,525,359,631)
main-story-text: Τά τῆς λειτουργίας τῆς διά τῆς παρούσης συγκροτουμένης Ἱερᾶς Συνόδου τῆς Ἐκκλησίας τῆς Ἑλλάδος ρυθμίζονται διά τοῦ ἐκδοθησομένου Κανονισμοῦ. Πρόξεις ἐκδοθεῖσαι κατ' ἐφαρμογήν τῶν διατάξεων τῆς παρούσης ἰσχύουσιν ἀπό τῆς δημοσιεύσεως. Ἡ ἰσχύς τῆς παρούσης ἄρχεται ἀπό τῆς δημοσιεύσεως διά τῆς ἐφημερίδος τῆς Κυβερνήσεως. Ὁ Μητροπολίτης Ἐλευθερουπόλεως κ. Ἀμβρόσιος δήλωσεν ὅτι ἡ ἀπόφασις αὐτή δέν ἀνταποκρίνεται εἰς τό πνεῦμα τῶν ἱερῶν κανόνων. xyxy=(603,164,742,404)
table-value-cell: 13.500 xyxy=(324,438,357,449)
main-story-text: Τά τῆς λειτουργίας τῆς διά τῆς παρούσης συγκροτουμένης Ἱερᾶς Συνόδου τῆς Ἐκκλησίας τῆς Ἑλλάδος ρυθμίζονται διά τοῦ ἐκδοθησομένου Κανονισμοῦ. Πρόξεις ἐκδοθεῖσαι κατ' ἐφαρμογήν τῶν διατάξεων τῆς παρούσης ἰσχύουσιν ἀπό τῆς δημοσιεύσεως. Ἡ ἰσχύς τῆς παρούσης ἄρχεται ἀπό τῆς δημοσιεύσεως διά τῆς ἐφημερίδος τῆς Κυβερνήσεως. Ὁ Μητροπολίτης Ἐλευθερουπόλεως κ. Ἀμβρόσιος δήλωσεν ὅτι ἡ ἀπόφασις αὐτή δέν ἀνταποκρίνεται εἰς τό πνεῦμα τῶν ἱερῶν κανόνων. xyxy=(603,142,891,1166)
newsagents-title: ΑΝΑΚΟΙΝΩΣΙΣ ΤΟΥ ΣΥΝΔΕΣΜΟΥ ΕΦΗΜΕΡΙΔΟΠΩΛΩΝ ΘΕΣΣΑΛΟΝΙΚΗΣ xyxy=(414,900,547,957)
girl-injured-headline: ΕΤΡΑΥΜΑΤΙΣΘΗ ΚΟΡΙΤΣΑΚΙ ΑΠΟ ΠΤΩΣΙΝ ΕΞ ΠΕΝΤΕ ΜΕΤΡΩΝ xyxy=(383,470,578,511)
table-value-cell: 8,00 xyxy=(216,278,239,289)
table-value-cell: 6,26 xyxy=(569,335,591,346)
table-value-cell xyxy=(251,620,263,631)
table-row xyxy=(4,557,359,568)
table-value-cell: 10,18 xyxy=(508,367,536,378)
road-works-text: Ἔργα ἐξωραϊσμοῦ, ὁδοποιίας, ἀποχετεύσεως καί σηματοδοτήσεως θά ἐκτελεσθοῦν κατά τόν τρέχοντα μῆνα ὑπό τοῦ Δήμου Θεσσαλονίκης εἰς διαφόρους περιοχάς τῆς πόλεως. xyxy=(1400,1047,1594,1104)
power-cut-notice-kilkis xyxy=(4,1452,359,1577)
table-value-cell: 349,65 xyxy=(558,121,591,132)
column-rule xyxy=(597,0,598,2285)
table-value-cell xyxy=(205,396,220,407)
table-row xyxy=(368,250,593,261)
table-value-cell: 425 xyxy=(340,620,357,631)
table-label-cell: Ἀθηνῶν xyxy=(6,525,39,536)
decree-text: Τό Ὑπουργικόν Συμβούλιον ἀποτελεῖται ἐκ τοῦ Πρωθυπουργοῦ, τῶν Ὑπουργῶν καί τῶν Ὑφυπουργῶν. Καταργοῦνται αἱ θέσεις τῶν Γενικῶν Γραμματέων τῶν ὑπουργείων. Αἱ ἁρμοδιότητες αὐτῶν μεταβιβάζονται εἰς τούς οἰκείους ὑπουργούς. Ἡ ἰσχύς τοῦ παρόντος ἄρχεται ἀπό τῆς δημοσιεύσεώς του διά τῆς Ἐφημερίδος τῆς Κυβερνήσεως. xyxy=(751,1291,891,1462)
table-label-cell: Ἐξωτερικόν xyxy=(370,142,425,153)
epo-text: Τό Συμβούλιον τῆς Ἐλληνικῆς Ποδοσφαιρικῆς Ὁμοσπονδίας ἐπέβαλε ποινήν ἀφαιρέσεως τριῶν βαθμῶν εἰς βάρος τῆς ὁμάδος Χανίων διά τά ἐπεισόδια τοῦ ἀγῶνος μετά τοῦ Ἀχαϊκοῦ. ΟΛΥΜΠΙΑΚΟΣ, ΑΕΚ, ΠΑΟΚ. xyxy=(1400,1695,1594,1764)
section-label: ΑΡΘΡΟΝ 4ον xyxy=(630,148,715,162)
divider xyxy=(603,1189,1188,1191)
bailiffs-text: ΑΘΗΝΑΙ, 10.— Νέαι ὁριοθετήσεις τῶν δικαστικῶν ἐπιμελητῶν, ὡς καί τῶν ἀμοιβῶν αὐτῶν διά τάς ἐπιδόσεις, καθορίζονται δι' ἀποφάσεως τοῦ ὑπουργοῦ Δικαιοσύνης κ. Γ. Τζαννετάκη. Αἱ ἀμοιβαί ὑπολογίζονται ἀναλόγως τῆς ἀποστάσεως. xyxy=(1199,551,1393,631)
table-label-cell: Πειραϊκή xyxy=(6,620,50,631)
table-row xyxy=(368,282,593,293)
table-row xyxy=(4,578,359,589)
main-story-body xyxy=(603,143,1188,1183)
tourism-text: Τήν ἀναστολήν τῆς ἐφαρμογῆς τῆς ἀναμορφώσεως τῶν φόρων ζητεῖ ἡ Ἕνωσις Ξενοδόχων Θεσσαλονίκης, διότι, ὅπως ὑποστηρίζει, θά ἐπιφέρῃ σημαντικήν συρρίκνωσιν τοῦ τουρισμοῦ κατά τό 1974. xyxy=(999,1850,1188,1919)
table-value-cell: 265 xyxy=(340,353,357,364)
table-value-cell: 6,25 xyxy=(234,321,257,332)
stock-table xyxy=(4,257,359,299)
navy-oath-text: ΑΘΗΝΑΙ, 10.— Ἐγένετο εἰς τήν Σχολήν Ναυτικῶν Δοκίμων ἡ ὁρκωμοσία τῶν νέων σημαιοφόρων τοῦ Πολεμικοῦ Ναυτικοῦ. xyxy=(368,782,593,816)
divider xyxy=(1199,814,1594,816)
table-value-cell: 2.200 xyxy=(329,278,357,289)
table-value-cell: 6,24 xyxy=(513,335,536,346)
region-heading: ΕΙΣ ΚΙΛΚΙΣ xyxy=(56,929,126,943)
region-text: ΚΙΛΚΙΣ, 10.— Χιονόπτωσις σημειώθη εἰς τά ὀρεινά τοῦ νομοῦ. Αἱ ὁδικαί συγκοινωνίαι διεξάγονται μετά δυσκολίας. Ἡ θερμοκρασία κατῆλθεν ὑπό τό μηδέν καί συνεργεῖα τῆς Νομαρχίας ἐργάζονται διά τήν διάνοιξιν τῶν ὁδῶν. xyxy=(4,945,178,1037)
main-story-text: Τά τῆς λειτουργίας τῆς διά τῆς παρούσης συγκροτουμένης Ἱερᾶς Συνόδου τῆς Ἐκκλησίας τῆς Ἑλλάδος ρυθμίζονται διά τοῦ ἐκδοθησομένου Κανονισμοῦ. Πρόξεις ἐκδοθεῖσαι κατ' ἐφαρμογήν τῶν διατάξεων τῆς παρούσης ἰσχύουσιν ἀπό τῆς δημοσιεύσεως. Ἡ ἰσχύς τῆς παρούσης ἄρχεται ἀπό τῆς δημοσιεύσεως διά τῆς ἐφημερίδος τῆς Κυβερνήσεως. Ὁ Μητροπολίτης Ἐλευθερουπόλεως κ. Ἀμβρόσιος δήλωσεν ὅτι ἡ ἀπόφασις αὐτή δέν ἀνταποκρίνεται εἰς τό πνεῦμα τῶν ἱερῶν κανόνων. xyxy=(751,443,891,684)
table-value-cell: 640 xyxy=(340,599,357,610)
section-label: ΤΟ ΔΙΑΤΑΓΜΑ xyxy=(627,1281,718,1295)
exchange-rates-title: ΕΞΩΤΕΡΙΚΑ ΣΥΝΑΛΛΑΓΜΑΤΑ xyxy=(388,298,573,312)
decree-text: Τό Ὑπουργικόν Συμβούλιον ἀποτελεῖται ἐκ τοῦ Πρωθυπουργοῦ, τῶν Ὑπουργῶν καί τῶν Ὑφυπουργῶν. Καταργοῦνται αἱ θέσεις τῶν Γενικῶν Γραμματέων τῶν ὑπουργείων. Αἱ ἁρμοδιότητες αὐτῶν μεταβιβάζονται εἰς τούς οἰκείους ὑπουργούς. Ἡ ἰσχύς τοῦ παρόντος ἄρχεται ἀπό τῆς δημοσιεύσεώς του διά τῆς Ἐφημερίδος τῆς Κυβερνήσεως. xyxy=(1049,1275,1188,1446)
newsagents-signature: Ὁ Πρόεδρος Δ. Π. ΔΟΥΣΙΑΣ · Ὁ Γεν. Γραμματεύς ΘΕΟ. Η. ΓΙΩΡΓΗΣ xyxy=(384,1010,577,1033)
table-value-cell: 4,25 xyxy=(216,256,239,267)
table-value-cell: 20.930 xyxy=(324,396,357,407)
table-value-cell: 8,20 xyxy=(529,271,551,282)
table-label-cell: Ἐλλάδος xyxy=(6,428,44,439)
weather-regions xyxy=(4,924,359,1444)
epo-text: Τό Συμβούλιον τῆς Ἐλληνικῆς Ποδοσφαιρικῆς Ὁμοσπονδίας ἐπέβαλε ποινήν ἀφαιρέσεως τριῶν βαθμῶν εἰς βάρος τῆς ὁμάδος Χανίων διά τά ἐπεισόδια τοῦ ἀγῶνος μετά τοῦ Ἀχαϊκοῦ. ΟΛΥΜΠΙΑΚΟΣ, ΑΕΚ, ΠΑΟΚ. xyxy=(1199,1438,1594,1774)
table-label-cell: Λίρα Ἑλβετίας xyxy=(370,196,441,207)
table-row xyxy=(4,439,359,450)
table-row xyxy=(368,314,593,325)
table-label-cell: Ἐθνική xyxy=(6,471,39,482)
stock-section-title: ΔΑΝΕΙΑ ΕΙΣ ΔΡΑΧΜΑΣ xyxy=(110,305,253,319)
power-cut-title: ΔΙΑΚΟΠΗ ΗΛΕΚΤΡΙΚΟΥ ΡΕΥΜΑΤΟΣ xyxy=(1261,1888,1531,1905)
table-label-cell: Ἑλληνικόν ἀμοιβαῖον xyxy=(370,131,473,142)
region-heading: ΕΙΣ ΤΟΝ ΝΟΜΟΝ ΠΕΛΛΗΣ xyxy=(8,1042,174,1056)
industrialists-text: ΑΘΗΝΑΙ, 10.— Τήν διατήρησιν τοῦ καθεστῶτος τῆς ὑπ' ἀριθμ. 1574 ἀποφάσεως τῆς νομισματικῆς ἐπιτροπῆς καί πρός τήν ἐνίσχυσιν τῶν ἐξαγωγῶν ζητοῦν εἰς ὑπόμνημά των οἱ βιομήχανοι. xyxy=(368,42,593,99)
table-row xyxy=(4,471,359,482)
weather-headline: ΔΥΣΧΕΡΑΙΝΟΝΤΑΙ ΑΙ ΟΔΙΚΑΙ ΣΥΓΚΟΙΝΩΝΙΑΙ ΕΙΣ ΟΡΕΙΝΑ ΔΙΑΜΕΡΙΣΜΑΤΑ ΕΚ ΤΩΝ ΧΙΟΝΩΝ xyxy=(4,851,274,903)
road-works-headline: ΕΡΓΑ ΟΔΟΠΟΙΙΑΣ, ΑΠΟΧΕΤΕΥΣΕΩΣ ΚΑΙ ΣΗΜΑΤΟΔΟΤΗΣΕΩΣ ΘΑ ΕΚΤΕΛΕΣΘΟΥΝ ΥΠΟ ΤΟΥ ΔΗΜΟΥ ΤΟΝ ΙΑΝΟΥΑΡΙΟΝ xyxy=(1222,821,1571,865)
stock-exchange-title: Τό χρηματιστήριον τῶν ἀξιῶν xyxy=(29,165,334,216)
sentence-text: ΠΑΤΡΑΙ, 10.— Ὑπό τοῦ κακουργιοδικείου Πατρῶν ὁ Χαράλαμπος Ἐπαμεινώνδας κατεδικάσθη εἰς κάθειρξιν δέκα ἐτῶν. xyxy=(368,588,593,623)
newsagents-announcement xyxy=(368,889,593,1045)
main-story-text: Τά τῆς λειτουργίας τῆς διά τῆς παρούσης συγκροτουμένης Ἱερᾶς Συνόδου τῆς Ἐκκλησίας τῆς Ἑλλάδος ρυθμίζονται διά τοῦ ἐκδοθησομένου Κανονισμοῦ. Πρόξεις ἐκδοθεῖσαι κατ' ἐφαρμογήν τῶν διατάξεων τῆς παρούσης ἰσχύουσιν ἀπό τῆς δημοσιεύσεως. Ἡ ἰσχύς τῆς παρούσης ἄρχεται ἀπό τῆς δημοσιεύσεως διά τῆς ἐφημερίδος τῆς Κυβερνήσεως. Ὁ Μητροπολίτης Ἐλευθερουπόλεως κ. Ἀμβρόσιος δήλωσεν ὅτι ἡ ἀπόφασις αὐτή δέν ἀνταποκρίνεται εἰς τό πνεῦμα τῶν ἱερῶν κανόνων. xyxy=(751,931,891,1171)
road-works-text: Ἔργα ἐξωραϊσμοῦ, ὁδοποιίας, ἀποχετεύσεως καί σηματοδοτήσεως θά ἐκτελεσθοῦν κατά τόν τρέχοντα μῆνα ὑπό τοῦ Δήμου Θεσσαλονίκης εἰς διαφόρους περιοχάς τῆς πόλεως. xyxy=(1400,864,1594,921)
table-value-cell xyxy=(185,492,205,503)
table-row xyxy=(368,346,593,357)
main-subheadline: Αἱ ἀντιδράσεις τῶν ἀποκλεισθέντων xyxy=(637,92,1154,122)
table-label-cell: Ἀττικῆς xyxy=(6,438,44,449)
table-value-cell: 319 xyxy=(340,321,357,332)
main-story-text: Τά τῆς λειτουργίας τῆς διά τῆς παρούσης συγκροτουμένης Ἱερᾶς Συνόδου τῆς Ἐκκλησίας τῆς Ἑλλάδος ρυθμίζονται διά τοῦ ἐκδοθησομένου Κανονισμοῦ. Πρόξεις ἐκδοθεῖσαι κατ' ἐφαρμογήν τῶν διατάξεων τῆς παρούσης ἰσχύουσιν ἀπό τῆς δημοσιεύσεως. Ἡ ἰσχύς τῆς παρούσης ἄρχεται ἀπό τῆς δημοσιεύσεως διά τῆς ἐφημερίδος τῆς Κυβερνήσεως. Ὁ Μητροπολίτης Ἐλευθερουπόλεως κ. Ἀμβρόσιος δήλωσεν ὅτι ἡ ἀπόφασις αὐτή δέν ἀνταποκρίνεται εἰς τό πνεῦμα τῶν ἱερῶν κανόνων. xyxy=(751,687,891,927)
table-row xyxy=(368,367,593,378)
table-value-cell: 30,15 xyxy=(563,228,591,239)
table-value-cell: 276 xyxy=(340,342,357,353)
table-row xyxy=(4,546,359,557)
tourism-headline: ΑΝΑΣΤΟΛΗ ΤΗΣ ΑΝΑΜΟΡΦΩΣΕΩΣ ΤΩΝ ΦΟΡΩΝ ΖΗΤΟΥΝ ΟΙ ΞΕΝΟΔΟΧΟΙ ΤΗΣ ΘΕΣΣΑΛΟΝΙΚΗΣ ΔΙΑΒΛΕΠΟΥΝ ΣΥΡΡΙΚΝΩΣΙΝ ΤΟΥ ΤΟΥΡΙΣΜΟΥ xyxy=(603,1728,1153,1779)
table-label-cell: Βαμβακουργία xyxy=(6,599,72,610)
epo-text: Τό Συμβούλιον τῆς Ἐλληνικῆς Ποδοσφαιρικῆς Ὁμοσπονδίας ἐπέβαλε ποινήν ἀφαιρέσεως τριῶν βαθμῶν εἰς βάρος τῆς ὁμάδος Χανίων διά τά ἐπεισόδια τοῦ ἀγῶνος μετά τοῦ Ἀχαϊκοῦ. ΟΛΥΜΠΙΑΚΟΣ, ΑΕΚ, ΠΑΟΚ. xyxy=(1199,1583,1393,1652)
table-value-cell: 4,40 xyxy=(529,281,551,292)
tourism-text: Τήν ἀναστολήν τῆς ἐφαρμογῆς τῆς ἀναμορφώσεως τῶν φόρων ζητεῖ ἡ Ἕνωσις Ξενοδόχων Θεσσαλονίκης, διότι, ὅπως ὑποστηρίζει, θά ἐπιφέρῃ σημαντικήν συρρίκνωσιν τοῦ τουρισμοῦ κατά τό 1974. xyxy=(603,1995,792,2064)
pharmacist-headline: ΕΚ ΤΟΥ ΕΙΣΑΓΓΕΛΕΑ Ο ΕΠΙΤΕΘΕΙΣ ΚΑΤΑ ΦΑΡΜΑΚΟΠΟΙΟΥ xyxy=(1425,1464,1570,1502)
table-row xyxy=(368,261,593,272)
table-value-cell: 29,90 xyxy=(508,314,536,325)
gold-coins-title: ΤΙΜΑΙ ΧΡΥΣΩΝ ΝΟΜΙΣΜΑΤΩΝ xyxy=(384,159,577,173)
road-works-text: Ἔργα ἐξωραϊσμοῦ, ὁδοποιίας, ἀποχετεύσεως καί σηματοδοτήσεως θά ἐκτελεσθοῦν κατά τόν τρέχοντα μῆνα ὑπό τοῦ Δήμου Θεσσαλονίκης εἰς διαφόρους περιοχάς τῆς πόλεως. xyxy=(1199,1108,1393,1165)
table-value-cell: 30,00 xyxy=(563,314,591,325)
table-value-cell: 10,90 xyxy=(523,260,551,271)
table-label-cell: Ἀλουμίνιον xyxy=(6,535,61,546)
